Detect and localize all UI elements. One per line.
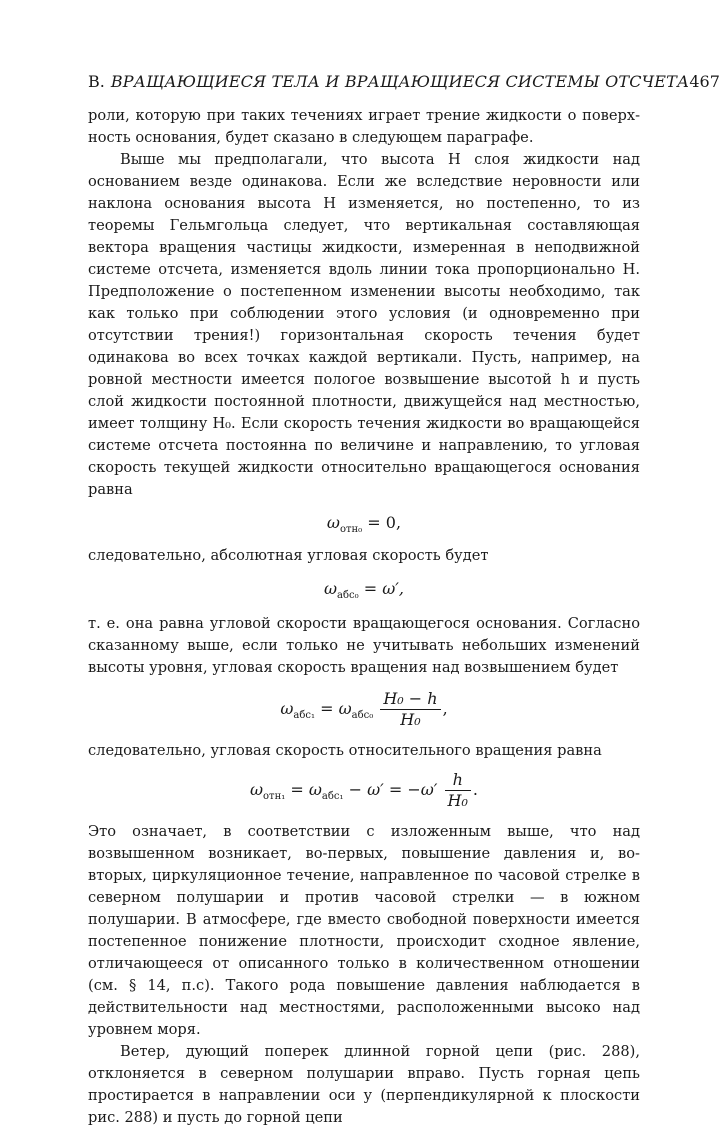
- eq3-numerator: H₀ − h: [380, 689, 440, 710]
- page-body: [88, 72, 720, 1129]
- paragraph-4: т. е. она равна угловой скорости вращающегося основания. Согласно сказанному выше, если только не учитывать небольших изменений высоты уровня, угловая скорость вращения над возвышением будет: [88, 615, 640, 677]
- eq3-tail: ,: [442, 699, 448, 719]
- header-title-group: [88, 72, 689, 91]
- eq1-lhs-subscript: отн₀: [339, 524, 363, 536]
- chapter-title: ВРАЩАЮЩИЕСЯ ТЕЛА И ВРАЩАЮЩИЕСЯ СИСТЕМЫ ОТСЧЕТА: [110, 72, 690, 91]
- eq4-a-subscript: абс₁: [321, 791, 344, 803]
- paragraph-7: Ветер, дующий поперек длинной горной цепи (рис. 288), отклоняется в северном полушарии вправо. Пусть горная цепь простирается в направлении оси y (перпендикулярной к плоскости рис. 288) и пусть до горной цепи: [88, 1043, 640, 1127]
- eq2-rhs: = ω′,: [363, 579, 404, 599]
- eq3-lhs-subscript: абс₁: [293, 710, 315, 722]
- eq4-lhs-symbol: ω: [249, 780, 264, 800]
- eq3-mid-subscript: абс₀: [351, 710, 374, 722]
- page-number: 467: [689, 72, 720, 91]
- eq3-mid-symbol: ω: [338, 699, 352, 719]
- eq1-rhs: = 0,: [367, 513, 402, 532]
- equation-relative-omega-1: [88, 770, 640, 811]
- paragraph-6: Это означает, в соответствии с изложенным выше, что над возвышенном возникает, во-первых, повышение давления и, во-вторых, циркуляционное течение, направленное по часовой стрелке в северном полушарии и против часовой стрелки — в южном полушарии. В атмосфере, где вместо свободной поверхности имеется постепенное понижение плотности, происходит сходное явление, отличающееся от описанного только в количественном отношении (см. § 14, п.с). Такого рода повышение давления наблюдается в действительности над местностями, расположенными высоко над уровнем моря.: [88, 823, 640, 1039]
- section-label: B.: [88, 72, 105, 91]
- eq4-middle: − ω′ = −ω′: [348, 780, 438, 800]
- eq4-fraction: [445, 770, 471, 811]
- paragraph-5: следовательно, угловая скорость относительного вращения равна: [88, 742, 602, 760]
- paragraph-3: следовательно, абсолютная угловая скорость будет: [88, 547, 489, 565]
- eq4-tail: .: [472, 780, 478, 800]
- eq1-lhs-symbol: ω: [326, 513, 340, 532]
- paragraph-1: роли, которую при таких течениях играет трение жидкости о поверхность основания, будет сказано в следующем параграфе.: [88, 107, 640, 146]
- paragraph-2: Выше мы предполагали, что высота H слоя жидкости над основанием везде одинакова. Если же вследствие неровности или наклона основания высота H изменяется, но постепенно, то из теоремы Гельмгольца следует, что вертикальная составляющая вектора вращения частицы жидкости, измеренная в неподвижной системе отсчета, изменяется вдоль линии тока пропорционально H. Предположение о постепенном изменении высоты необходимо, так как только при соблюдении этого условия (и одновременно при отсутствии трения!) горизонтальная скорость течения будет одинакова во всех точках каждой вертикали. Пусть, например, на ровной местности имеется пологое возвышение высотой h и пусть слой жидкости постоянной плотности, движущейся над местностью, имеет толщину H₀. Если скорость течения жидкости во вращающейся системе отсчета постоянна по величине и направлению, то угловая скорость текущей жидкости относительно вращающегося основания равна: [88, 151, 640, 498]
- running-header: [88, 72, 720, 91]
- eq3-denominator: H₀: [400, 710, 421, 730]
- eq3-equals: =: [320, 699, 334, 719]
- eq4-lhs-subscript: отн₁: [263, 791, 286, 803]
- eq4-numerator: h: [445, 770, 471, 791]
- equation-relative-omega-0: [88, 513, 640, 535]
- eq2-lhs-subscript: абс₀: [337, 590, 359, 602]
- equation-absolute-omega-1: [88, 689, 640, 730]
- eq4-equals: =: [290, 780, 304, 800]
- eq4-denominator: H₀: [447, 791, 468, 811]
- equation-absolute-omega-0: [88, 579, 640, 601]
- eq3-lhs-symbol: ω: [280, 699, 294, 719]
- eq4-a-symbol: ω: [308, 780, 322, 800]
- eq2-lhs-symbol: ω: [324, 579, 338, 599]
- eq3-fraction: [380, 689, 440, 730]
